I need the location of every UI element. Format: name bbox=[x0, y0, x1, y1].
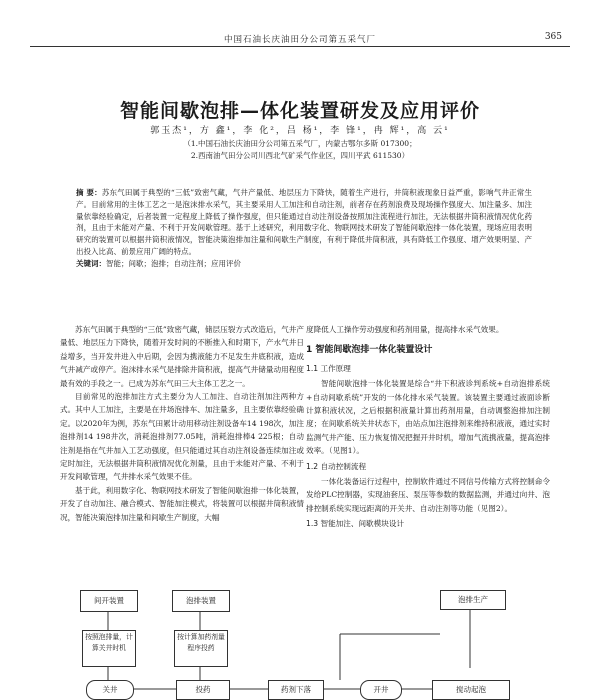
paragraph: 苏东气田属于典型的“三低”致密气藏，储层压裂方式改造后，气井产量低、地层压力下降快，随着开发时间的不断推入和时期下，产水气井日益增多，当开发井进入中后期，会因为携液能力不足发生井底积液，造成气井减产或停产。泡沫排水采气是排除井筒积液，提高气井储量动用程度最有效的手段之一。已成为苏东气田三大主体工艺之一。 bbox=[60, 325, 304, 388]
paragraph: 目前常见的泡排加注方式主要分为人工加注、自动注剂加注两种方式。其中人工加注，主要是在井场泡排车、加注量多，且主要依靠经验确定。以2020年为例，苏东气田累计动用移动注剂设备车14 198次，加注泡排剂14 198井次，消耗泡排剂77.05吨，消耗泡排棒4 225根；自动注剂是指在气井加入工艺动强度，但只能通过其自动注剂设备连续加注或定时加注，无法根据井筒积液情况优化剂量，且由于未能对产量、不利于开发间歇管理，气井排水采气效果不佳。 bbox=[60, 392, 304, 482]
paragraph: 智能间歇泡排一体化装置是综合“井下积液诊判系统+自动泡排系统+自动间歇系统”开发的一体化排水采气装置。该装置主要通过液面诊断计算积液状况，之后根据积液量计算出药剂用量，自动调整泡排加注制度；在间歇系统关井状态下，由站点加注泡排剂来维持积液液，通过实时监测气井产能、压力恢复情况把握开井时机，增加气流携液量，提高泡排效率。（见图1）。 bbox=[306, 379, 550, 456]
running-title: 中国石油长庆油田分公司第五采气厂 bbox=[223, 35, 376, 45]
paragraph: 度降低人工操作劳动强度和药剂用量，提高排水采气效果。 bbox=[306, 325, 504, 334]
abstract bbox=[76, 187, 532, 270]
paper-title: 智能间歇泡排—体化装置研发及应用评价 bbox=[119, 100, 480, 122]
paragraph: 基于此，利用数字化、物联网技术研发了智能间歇泡排一体化装置，开发了自动加注、融合模式、智能加注模式，将装置可以根据井筒积液情况，智能决策泡排加注量和间歇生产制度，大幅 bbox=[60, 485, 304, 522]
abstract-text: 苏东气田属于典型的“三低”致密气藏，气井产量低、地层压力下降快，随着生产进行，井筒积液现象日益严重，影响气井正常生产。目前常用的主体工艺之一是泡沫排水采气，其主要采用人工加注和自动注剂，前者存在药剂浪费及现场操作强度大、加注量多、加注量依靠经验确定，后者装置一定程度上降低了操作强度，但只能通过自动注剂设备按照加注流程进行加注，无法根据井筒积液情况优化药剂，且由于未能对产量、不利于开发间歇管理。基于上述研究，利用数字化、物联网技术研发了智能间歇泡排一体化装置，现场应用表明研究的装置可以根据井筒积液情况，智能决策泡排加注量和间歇生产制度，有利于降低井筒积液，具有降低工作强度、增产效果明显、产出投入比高、前景应用广阔的特点。 bbox=[76, 188, 532, 256]
shut-in-box: 关井 bbox=[86, 680, 134, 700]
open-valve-box: 间开装置 bbox=[80, 590, 138, 612]
wellbore-box: 药剂下落 bbox=[268, 680, 324, 700]
dosing-plan-box: 按照泡排量，计算关井时机 bbox=[82, 630, 136, 667]
subsection-heading: 1.2 自动控制流程 bbox=[306, 461, 367, 471]
abstract-label: 摘 要： bbox=[76, 188, 102, 197]
affiliation-1: （1.中国石油长庆油田分公司第五采气厂，内蒙古鄂尔多斯 017300； bbox=[183, 139, 417, 148]
left-column bbox=[60, 323, 304, 524]
open-well-box: 开井 bbox=[360, 680, 402, 700]
page-number: 365 bbox=[544, 32, 562, 42]
affiliation-2: 2.西南油气田分公司川西北气矿采气作业区，四川平武 611530） bbox=[190, 151, 410, 160]
keywords-label: 关键词： bbox=[76, 258, 106, 268]
subsection-heading: 1.3 智能加注、间歇模块设计 bbox=[306, 519, 405, 529]
inject-produce-box: 泡排生产 bbox=[440, 590, 506, 610]
pump-program-box: 按计算加药剂量程序投药 bbox=[174, 630, 228, 667]
agitate-box: 搅动起泡 bbox=[432, 680, 510, 700]
authors: 郭玉杰¹，方 鑫¹，李 化²，吕 杨¹，李 锋¹，冉 辉¹，高 云¹ bbox=[150, 126, 450, 136]
subsection-heading: 1.1 工作原理 bbox=[306, 363, 351, 373]
running-header bbox=[30, 30, 570, 47]
flow-diagram bbox=[60, 584, 560, 698]
right-column bbox=[306, 323, 550, 533]
paragraph: 一体化装备运行过程中，控制软件通过不同信号传输方式将控制命令发给PLC控制器，实现油套压、泵压等参数的数据监测，并通过向井、泡排控制系统实现远距离的开关井、自动注剂等功能（见图2）。 bbox=[306, 477, 550, 513]
dose-box: 投药 bbox=[176, 680, 230, 700]
keywords: 智能；间歇；泡排；自动注剂；应用评价 bbox=[106, 258, 241, 268]
section-heading: 1 智能间歇泡排一体化装置设计 bbox=[306, 345, 433, 356]
pump-unit-box: 泡排装置 bbox=[172, 590, 230, 612]
